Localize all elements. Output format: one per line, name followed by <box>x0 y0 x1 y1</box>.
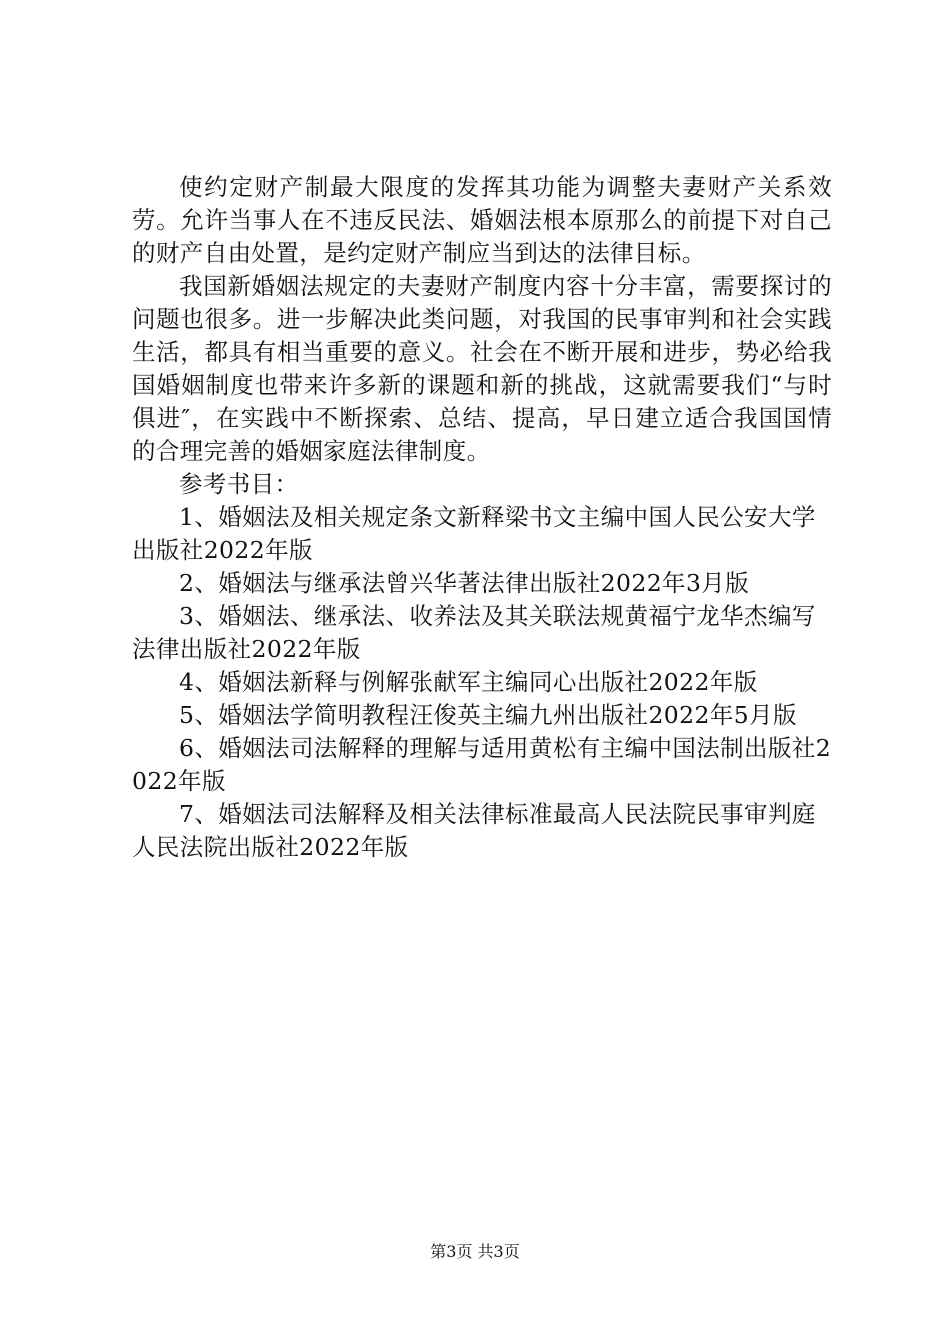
document-body <box>132 171 832 864</box>
reference-item-4: 4、婚姻法新释与例解张献军主编同心出版社2022年版 <box>179 668 758 696</box>
reference-item-5: 5、婚姻法学简明教程汪俊英主编九州出版社2022年5月版 <box>179 701 797 729</box>
body-paragraph-1: 使约定财产制最大限度的发挥其功能为调整夫妻财产关系效劳。允许当事人在不违反民法、婚姻法根本原那么的前提下对自己的财产自由处置，是约定财产制应当到达的法律目标。 <box>132 173 832 267</box>
references-heading: 参考书目： <box>179 470 299 498</box>
page-footer: 第3页 共3页 <box>430 1242 520 1261</box>
reference-item-3: 3、婚姻法、继承法、收养法及其关联法规黄福宁龙华杰编写法律出版社2022年版 <box>132 602 816 663</box>
reference-item-6: 6、婚姻法司法解释的理解与适用黄松有主编中国法制出版社2022年版 <box>132 734 832 795</box>
reference-item-2: 2、婚姻法与继承法曾兴华著法律出版社2022年3月版 <box>179 569 750 597</box>
body-paragraph-2: 我国新婚姻法规定的夫妻财产制度内容十分丰富，需要探讨的问题也很多。进一步解决此类问题，对我国的民事审判和社会实践生活，都具有相当重要的意义。社会在不断开展和进步，势必给我国婚姻制度也带来许多新的课题和新的挑战，这就需要我们“与时俱进″，在实践中不断探索、总结、提高，早日建立适合我国国情的合理完善的婚姻家庭法律制度。 <box>132 272 832 465</box>
reference-item-7: 7、婚姻法司法解释及相关法律标准最高人民法院民事审判庭人民法院出版社2022年版 <box>132 800 816 861</box>
reference-item-1: 1、婚姻法及相关规定条文新释梁书文主编中国人民公安大学出版社2022年版 <box>132 503 816 564</box>
